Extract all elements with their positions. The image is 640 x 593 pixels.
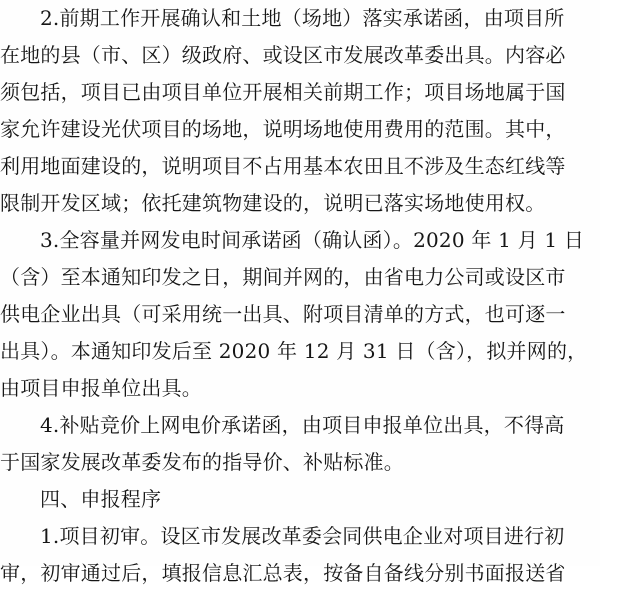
paragraph-2-line-1: 2.前期工作开展确认和土地（场地）落实承诺函，由项目所 [40, 6, 565, 30]
paragraph-2-line-3: 须包括，项目已由项目单位开展相关前期工作；项目场地属于国 [0, 80, 566, 104]
paragraph-3-line-1: 3.全容量并网发电时间承诺函（确认函）。2020 年 1 月 1 日 [40, 228, 585, 252]
paragraph-3-line-3: 供电企业出具（可采用统一出具、附项目清单的方式，也可逐一 [0, 302, 566, 326]
paragraph-3-line-4: 出具）。本通知印发后至 2020 年 12 月 31 日（含），拟并网的， [0, 339, 588, 363]
paragraph-2-line-6: 限制开发区域；依托建筑物建设的，说明已落实场地使用权。 [0, 191, 546, 215]
section-heading: 四、申报程序 [40, 487, 162, 511]
paragraph-4-line-1: 4.补贴竞价上网电价承诺函，由项目申报单位出具，不得高 [40, 413, 565, 437]
paragraph-3-line-5: 由项目申报单位出具。 [0, 376, 202, 400]
paragraph-3-line-2: （含）至本通知印发之日，期间并网的，由省电力公司或设区市 [0, 265, 566, 289]
paragraph-2-line-4: 家允许建设光伏项目的场地，说明场地使用费用的范围。其中， [0, 117, 566, 141]
paragraph-2-line-5: 利用地面建设的，说明项目不占用基本农田且不涉及生态红线等 [0, 154, 566, 178]
paragraph-4-line-2: 于国家发展改革委发布的指导价、补贴标准。 [0, 450, 404, 474]
procedure-1-line-1: 1.项目初审。设区市发展改革委会同供电企业对项目进行初 [40, 524, 565, 548]
procedure-1-line-2: 审，初审通过后，填报信息汇总表，按备自备线分别书面报送省 [0, 561, 566, 585]
paragraph-2-line-2: 在地的县（市、区）级政府、或设区市发展改革委出具。内容必 [0, 43, 566, 67]
